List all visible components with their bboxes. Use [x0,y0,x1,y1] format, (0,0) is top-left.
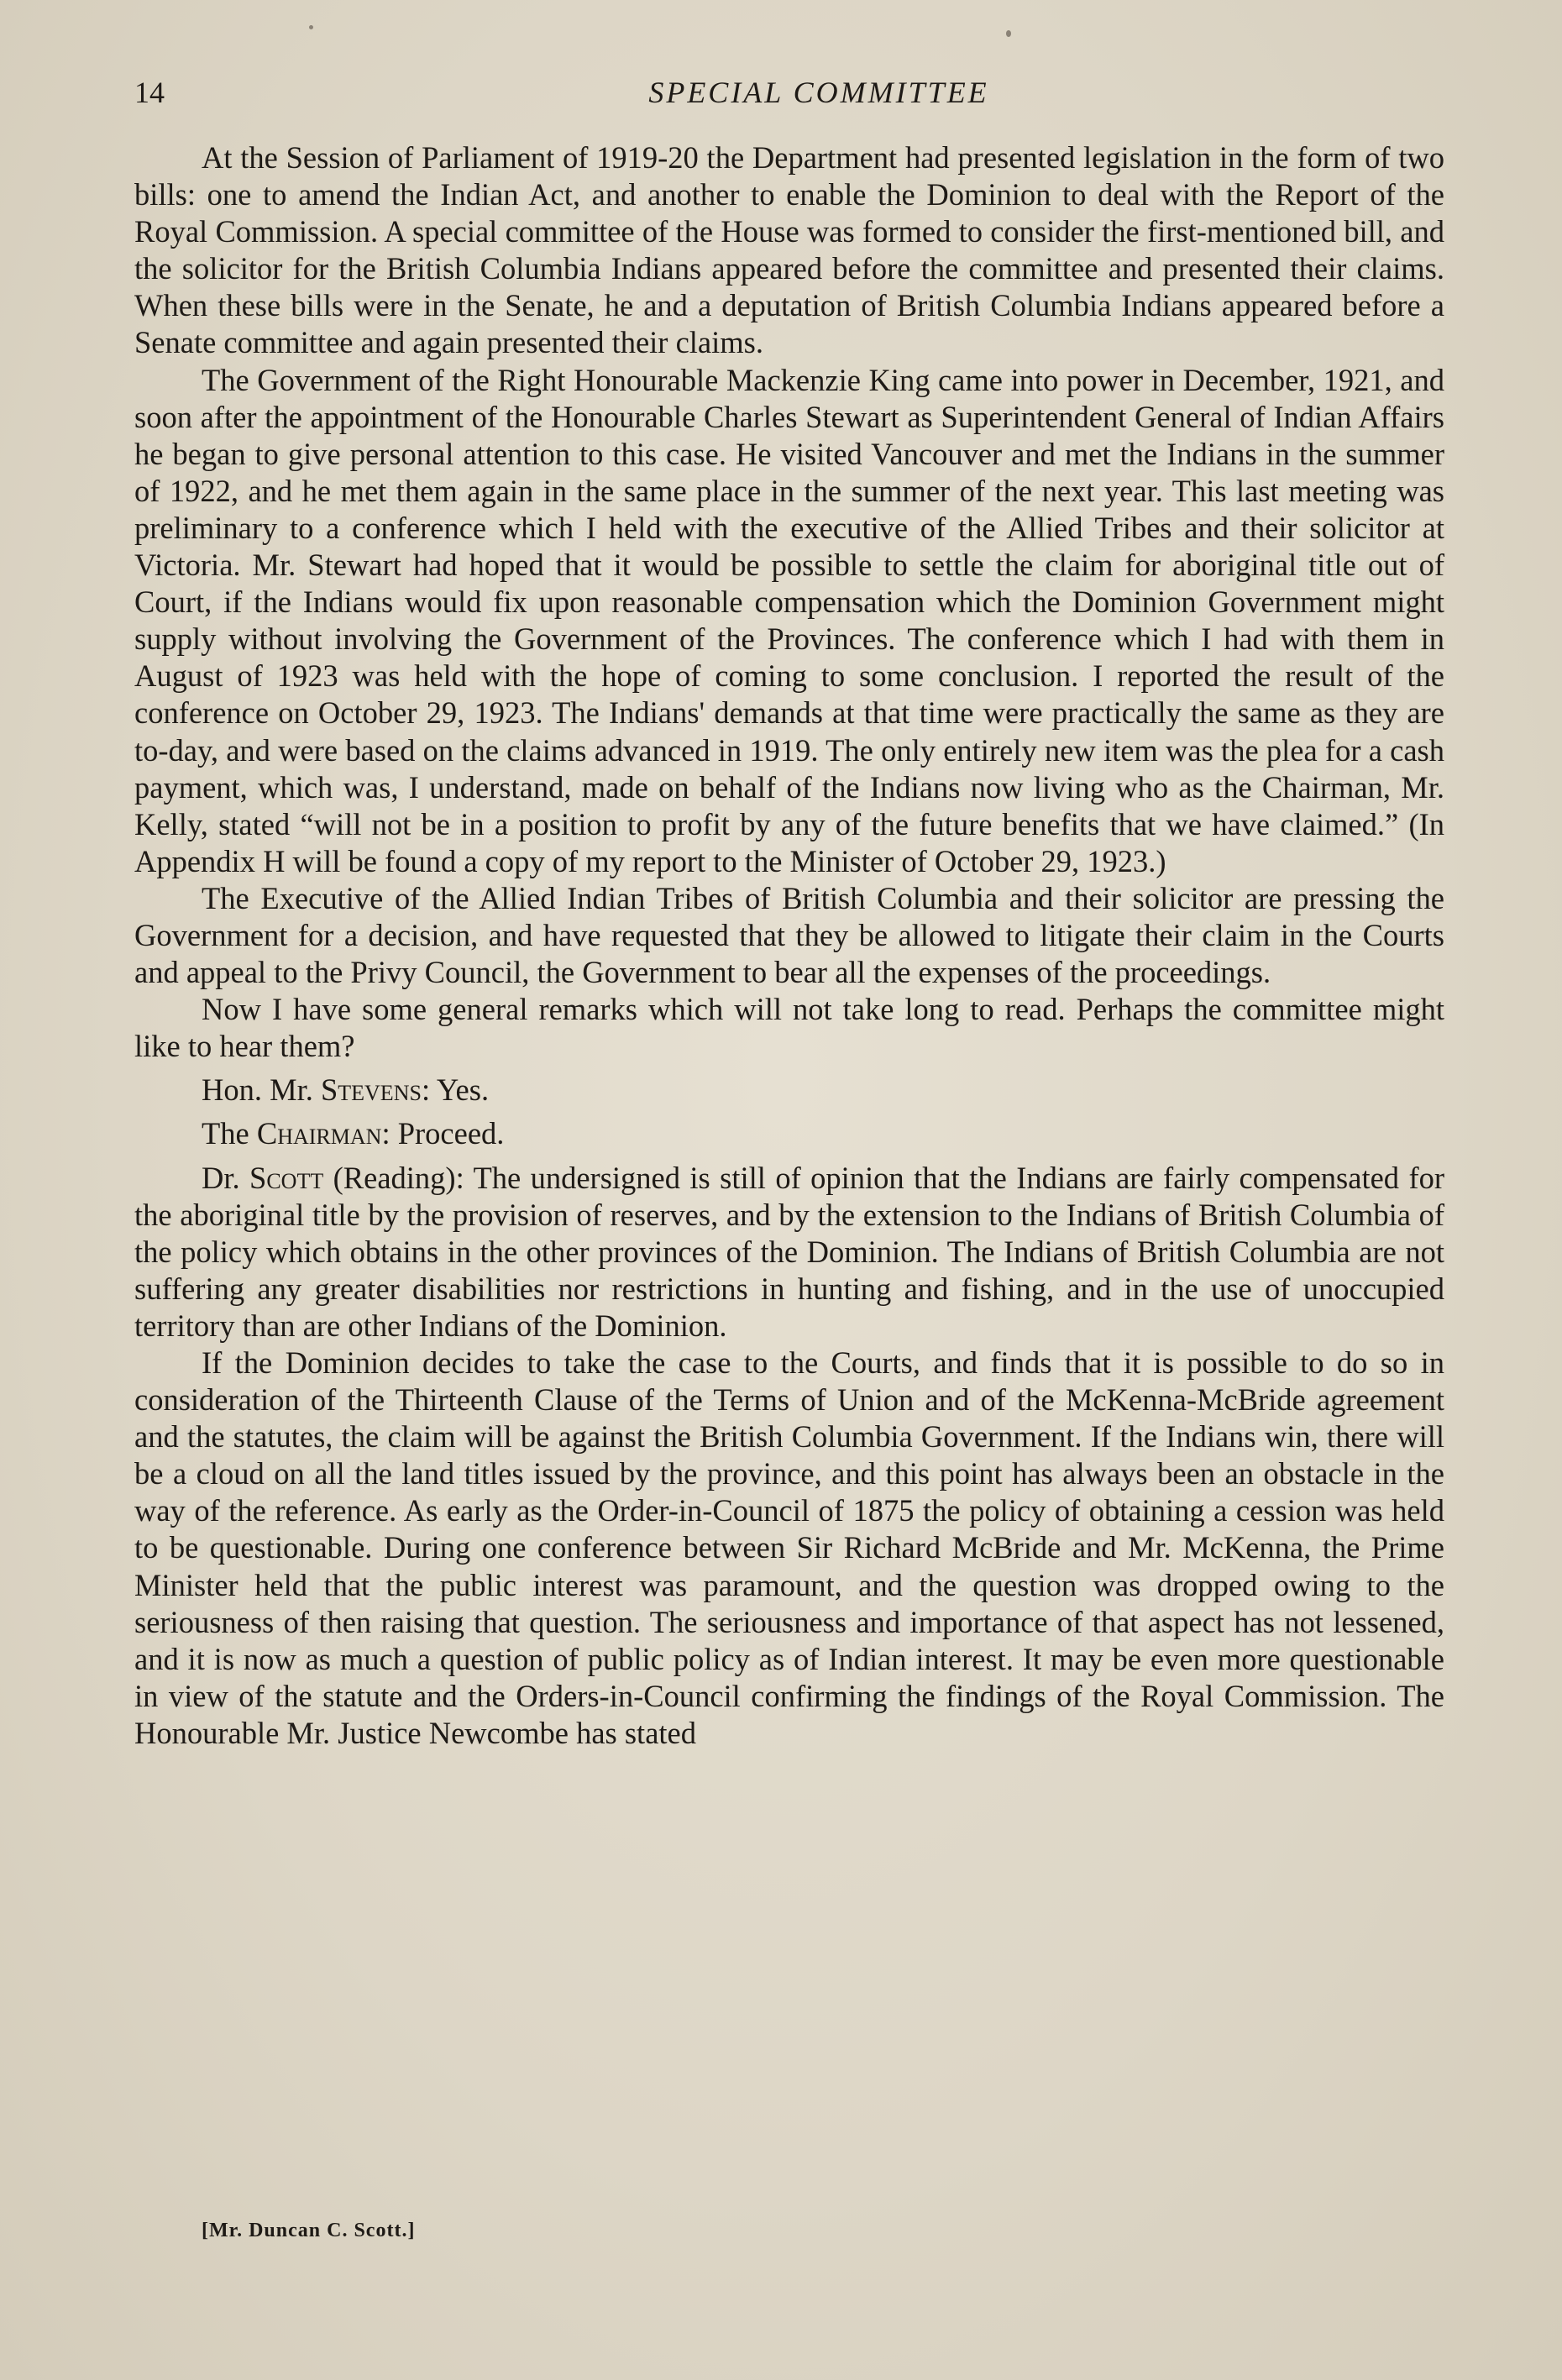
speech-text: : Yes. [421,1072,490,1108]
speech-text: : Proceed. [381,1116,505,1151]
speaker-name: Stevens [320,1072,422,1108]
speech-text: (Reading): The undersigned is still of opinion that the Indians are fairly compensated for the aboriginal title by the provision of reserves, and by the extension to the Indians of British Columbia of the policy which obtains in the other provinces of the Dominion. The Indians of British Columbia are not suffering any greater disabilities nor restrictions in hunting and fishing, and in the use of unoccupied territory than are other Indians of the Dominion. [134,1160,1444,1343]
dialogue-line [134,1072,1444,1109]
paragraph: If the Dominion decides to take the case to the Courts, and finds that it is possible to do so in consideration of the Thirteenth Clause of the Terms of Union and of the McKenna-McBride agreement and the statutes, the claim will be against the British Columbia Government. If the Indians win, there will be a cloud on all the land titles issued by the province, and this point has always been an obstacle in the way of the reference. As early as the Order-in-Council of 1875 the policy of obtaining a cession was held to be questionable. During one conference between Sir Richard McBride and Mr. McKenna, the Prime Minister held that the public interest was paramount, and the question was dropped owing to the seriousness of then raising that question. The seriousness and importance of that aspect has not lessened, and it is now as much a question of public policy as of Indian interest. It may be even more questionable in view of the statute and the Orders-in-Council confirming the findings of the Royal Commission. The Honourable Mr. Justice Newcombe has stated [134,1345,1444,1750]
paragraph: At the Session of Parliament of 1919-20 the Department had presented legislation in the form of two bills: one to amend the Indian Act, and another to enable the Dominion to deal with the Report of the Royal Commission. A special committee of the House was formed to consider the first-mentioned bill, and the solicitor for the British Columbia Indians appeared before the committee and presented their claims. When these bills were in the Senate, he and a deputation of British Columbia Indians appeared before a Senate committee and again presented their claims. [134,140,1444,360]
paper-speck [1006,30,1011,37]
speaker-name: Chairman [256,1116,382,1151]
page-number: 14 [134,76,165,109]
dialogue-line [134,1115,1444,1152]
dialogue-paragraph [134,1160,1444,1345]
speaker-attribution: [Mr. Duncan C. Scott.] [202,2220,416,2241]
page-header [134,67,1444,118]
speaker-name: Scott [249,1160,324,1195]
speaker-prefix: Dr. [202,1160,250,1195]
running-title: SPECIAL COMMITTEE [648,76,989,109]
speaker-prefix: The [202,1116,257,1151]
paragraph: The Executive of the Allied Indian Tribes of British Columbia and their solicitor are pressing the Government for a decision, and have requested that they be allowed to litigate their claim in the Courts and appeal to the Privy Council, the Government to bear all the expenses of the proceedings. [134,880,1444,990]
paragraph: Now I have some general remarks which will not take long to read. Perhaps the committee might like to hear them? [134,992,1444,1064]
paper-speck [309,25,313,29]
speaker-prefix: Hon. Mr. [202,1072,321,1108]
body-text [134,139,1444,1752]
paragraph: The Government of the Right Honourable Mackenzie King came into power in December, 1921, and soon after the appointment of the Honourable Charles Stewart as Superintendent General of Indian Affairs he began to give personal attention to this case. He visited Vancouver and met the Indians in the summer of 1922, and he met them again in the same place in the summer of the next year. This last meeting was preliminary to a conference which I held with the executive of the Allied Tribes and their solicitor at Victoria. Mr. Stewart had hoped that it would be possible to settle the claim for aboriginal title out of Court, if the Indians would fix upon reasonable compensation which the Dominion Government might supply without involving the Government of the Provinces. The conference which I had with them in August of 1923 was held with the hope of coming to some conclusion. I reported the result of the conference on October 29, 1923. The Indians' demands at that time were practically the same as they are to-day, and were based on the claims advanced in 1919. The only entirely new item was the plea for a cash payment, which was, I understand, made on behalf of the Indians now living who as the Chairman, Mr. Kelly, stated “will not be in a position to profit by any of the future benefits that we have claimed.” (In Appendix H will be found a copy of my report to the Minister of October 29, 1923.) [134,362,1444,878]
